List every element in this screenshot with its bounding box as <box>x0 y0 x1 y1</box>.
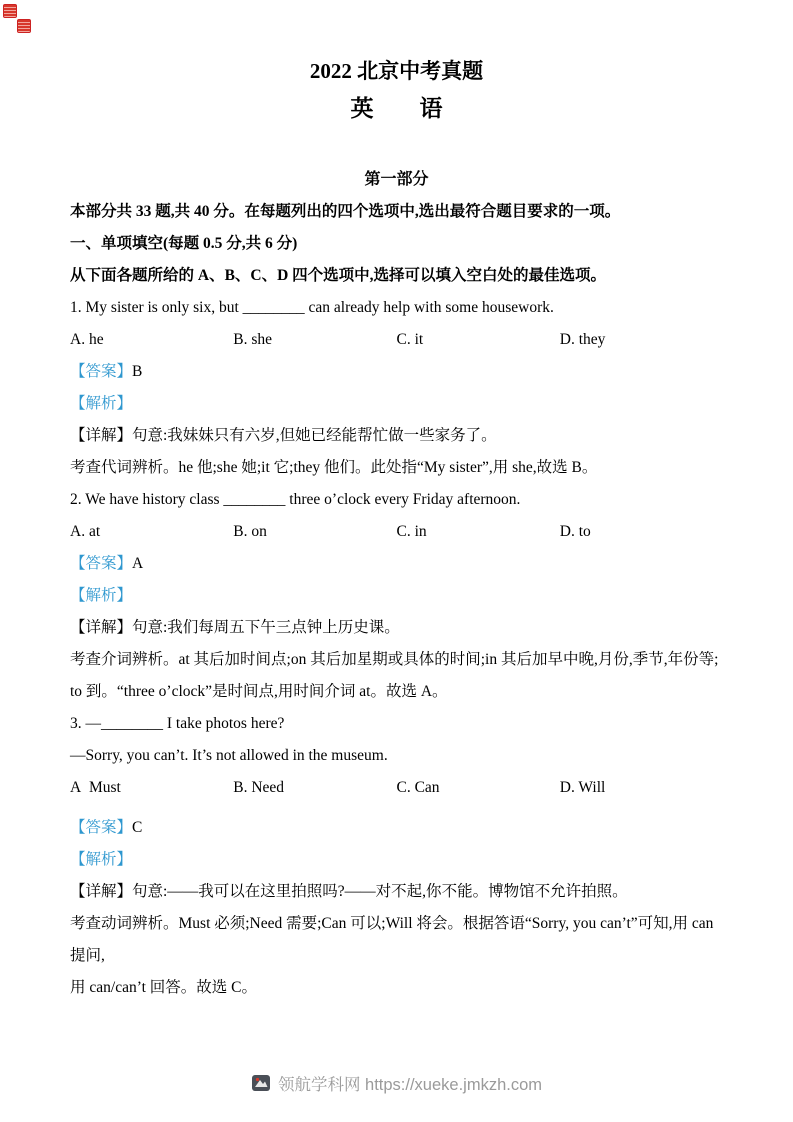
option-b: B. she <box>233 331 272 348</box>
question-stem-reply: —Sorry, you can’t. It’s not allowed in the museum. <box>70 747 388 764</box>
options-row <box>70 516 723 548</box>
part-instruction: 从下面各题所给的 A、B、C、D 四个选项中,选择可以填入空白处的最佳选项。 <box>70 267 607 284</box>
option-b: B. Need <box>233 779 285 796</box>
options-row <box>70 324 723 356</box>
footer-logo-icon <box>251 1073 271 1093</box>
question-3 <box>70 708 723 1004</box>
option-c: C. in <box>396 523 427 540</box>
answer-line <box>70 548 723 580</box>
detail-line: 用 can/can’t 回答。故选 C。 <box>70 979 257 996</box>
answer-line <box>70 812 723 844</box>
intro-text: 本部分共 33 题,共 40 分。在每题列出的四个选项中,选出最符合题目要求的一项。 <box>70 203 621 220</box>
option-a: A. he <box>70 331 104 348</box>
question-stem: 2. We have history class ________ three o’clock every Friday afternoon. <box>70 491 521 508</box>
detail-line: 考查动词辨析。Must 必须;Need 需要;Can 可以;Will 将会。根据答语“Sorry, you can’t”可知,用 can 提问, <box>70 915 718 964</box>
analysis-label: 【解析】 <box>70 851 133 868</box>
section-header: 第一部分 <box>364 171 429 188</box>
answer-line <box>70 356 723 388</box>
answer-value: A <box>132 555 144 572</box>
options-row <box>70 772 723 804</box>
red-stamp-icon <box>17 19 31 33</box>
doc-title: 2022 北京中考真题 <box>309 59 484 83</box>
footer <box>0 1071 793 1098</box>
detail-line: 考查介词辨析。at 其后加时间点;on 其后加星期或具体的时间;in 其后加早中晚,月份,季节,年份等; <box>70 651 719 668</box>
option-d: D. they <box>559 331 606 348</box>
option-d: D. to <box>559 523 591 540</box>
red-stamp-icon <box>3 4 17 18</box>
doc-subject: 英 语 <box>350 96 443 121</box>
option-c: C. Can <box>396 779 440 796</box>
option-d: D. Will <box>559 779 606 796</box>
option-b: B. on <box>233 523 267 540</box>
detail-line: to 到。“three o’clock”是时间点,用时间介词 at。故选 A。 <box>70 683 448 700</box>
answer-label: 【答案】 <box>70 819 133 836</box>
answer-label: 【答案】 <box>70 363 133 380</box>
question-1 <box>70 292 723 484</box>
analysis-label: 【解析】 <box>70 395 133 412</box>
option-a: A Must <box>70 779 121 796</box>
answer-value: B <box>132 363 143 380</box>
answer-label: 【答案】 <box>70 555 133 572</box>
footer-text: 领航学科网 https://xueke.jmkzh.com <box>277 1076 543 1094</box>
question-stem: 3. —________ I take photos here? <box>70 715 285 732</box>
part-title: 一、单项填空(每题 0.5 分,共 6 分) <box>70 235 298 252</box>
analysis-label: 【解析】 <box>70 587 133 604</box>
question-stem: 1. My sister is only six, but ________ can already help with some housework. <box>70 299 554 316</box>
detail-line: 【详解】句意:——我可以在这里拍照吗?——对不起,你不能。博物馆不允许拍照。 <box>70 883 628 900</box>
option-c: C. it <box>396 331 424 348</box>
detail-line: 【详解】句意:我妹妹只有六岁,但她已经能帮忙做一些家务了。 <box>70 427 497 444</box>
detail-line: 【详解】句意:我们每周五下午三点钟上历史课。 <box>70 619 400 636</box>
question-2 <box>70 484 723 708</box>
detail-line: 考查代词辨析。he 他;she 她;it 它;they 他们。此处指“My sister”,用 she,故选 B。 <box>70 459 598 476</box>
option-a: A. at <box>70 523 101 540</box>
answer-value: C <box>132 819 143 836</box>
